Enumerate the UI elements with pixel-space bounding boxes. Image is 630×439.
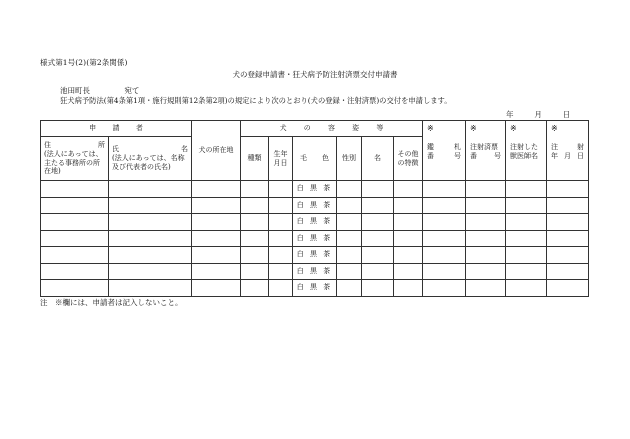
- date-line: [506, 109, 570, 120]
- inj-char-2: 射: [577, 143, 584, 151]
- cell-location[interactable]: [192, 214, 241, 231]
- cell-vet[interactable]: [506, 230, 547, 247]
- applicant-header: [41, 121, 192, 137]
- name-note: (法人にあっては、名称及び代表者の氏名): [112, 154, 185, 171]
- cell-coat[interactable]: 白 黒 茶: [293, 263, 337, 280]
- cell-birth[interactable]: [269, 247, 293, 264]
- table-row: [41, 247, 589, 264]
- cell-features[interactable]: [394, 197, 423, 214]
- cell-name[interactable]: [109, 280, 192, 297]
- table-row: [41, 197, 589, 214]
- cell-tag[interactable]: [423, 280, 466, 297]
- cell-coat[interactable]: 白 黒 茶: [293, 181, 337, 198]
- cert-char-2: 号: [494, 151, 501, 160]
- applicant-char-2: 請: [112, 124, 120, 133]
- address-char-2: 所: [98, 141, 105, 149]
- cell-breed[interactable]: [241, 214, 269, 231]
- cell-tag[interactable]: [423, 247, 466, 264]
- date-day: 日: [562, 110, 571, 119]
- cell-dog-name[interactable]: [362, 263, 394, 280]
- cell-breed[interactable]: [241, 181, 269, 198]
- cell-features[interactable]: [394, 280, 423, 297]
- cell-address[interactable]: [41, 181, 109, 198]
- other-features-header: その他の特徴: [394, 137, 423, 181]
- address-char-1: 住: [44, 141, 51, 149]
- cell-name[interactable]: [109, 263, 192, 280]
- cell-address[interactable]: [41, 197, 109, 214]
- coat-char-2: 色: [322, 154, 329, 163]
- tag-char-4: 号: [454, 151, 461, 160]
- certificate-number-header: [466, 121, 506, 181]
- cell-dog-name[interactable]: [362, 280, 394, 297]
- footnote: 注 ※欄には、申請者は記入しないこと。: [40, 298, 183, 307]
- cell-injection-date[interactable]: [547, 181, 589, 198]
- document-title: 犬の登録申請書・狂犬病予防注射済票交付申請書: [232, 70, 398, 79]
- tag-number-header: [423, 121, 466, 181]
- cell-sex[interactable]: [337, 197, 362, 214]
- cell-dog-name[interactable]: [362, 197, 394, 214]
- cell-injection-date[interactable]: [547, 230, 589, 247]
- cell-tag[interactable]: [423, 197, 466, 214]
- attr-char-3: 容: [327, 124, 335, 133]
- cell-location[interactable]: [192, 197, 241, 214]
- coat-char-1: 毛: [300, 154, 307, 163]
- date-note-mark: ※: [551, 124, 558, 133]
- cell-birth[interactable]: [269, 263, 293, 280]
- vet-label: 注射した獣医師名: [510, 143, 538, 160]
- cell-tag[interactable]: [423, 263, 466, 280]
- cell-birth[interactable]: [269, 181, 293, 198]
- cell-injection-date[interactable]: [547, 280, 589, 297]
- sex-header: 性別: [337, 137, 362, 181]
- cell-breed[interactable]: [241, 197, 269, 214]
- data-rows: [41, 181, 589, 297]
- table-row: [41, 263, 589, 280]
- address-note: (法人にあっては、主たる事務所の所在地): [44, 149, 103, 176]
- cell-features[interactable]: [394, 263, 423, 280]
- cell-vet[interactable]: [506, 181, 547, 198]
- table-row: [41, 181, 589, 198]
- cell-breed[interactable]: [241, 280, 269, 297]
- cell-sex[interactable]: [337, 230, 362, 247]
- cell-location[interactable]: [192, 280, 241, 297]
- cell-certificate[interactable]: [466, 247, 506, 264]
- cell-features[interactable]: [394, 214, 423, 231]
- cell-features[interactable]: [394, 247, 423, 264]
- table-row: [41, 230, 589, 247]
- cell-injection-date[interactable]: [547, 247, 589, 264]
- cell-address[interactable]: [41, 214, 109, 231]
- cell-name[interactable]: [109, 214, 192, 231]
- cell-coat[interactable]: 白 黒 茶: [293, 214, 337, 231]
- attr-char-2: の: [303, 124, 311, 133]
- cell-name[interactable]: [109, 230, 192, 247]
- cell-location[interactable]: [192, 181, 241, 198]
- cell-dog-name[interactable]: [362, 181, 394, 198]
- application-table: [40, 120, 589, 297]
- cell-breed[interactable]: [241, 230, 269, 247]
- addressee: [60, 85, 139, 96]
- cell-injection-date[interactable]: [547, 197, 589, 214]
- cell-certificate[interactable]: [466, 263, 506, 280]
- cell-certificate[interactable]: [466, 197, 506, 214]
- cell-tag[interactable]: [423, 230, 466, 247]
- cell-address[interactable]: [41, 230, 109, 247]
- cell-coat[interactable]: 白 黒 茶: [293, 280, 337, 297]
- dog-attributes-header: [241, 121, 423, 137]
- cell-dog-name[interactable]: [362, 214, 394, 231]
- cert-note-mark: ※: [470, 124, 477, 133]
- cell-breed[interactable]: [241, 263, 269, 280]
- table-row: [41, 214, 589, 231]
- cert-char-1: 番: [470, 151, 477, 160]
- header-row-1: [41, 121, 589, 137]
- date-year: 年: [506, 110, 514, 119]
- dog-name-header: 名: [362, 137, 394, 181]
- attr-char-5: 等: [376, 124, 384, 133]
- cell-location[interactable]: [192, 230, 241, 247]
- vet-name-header: [506, 121, 547, 181]
- applicant-char-1: 申: [89, 124, 97, 133]
- cell-coat[interactable]: 白 黒 茶: [293, 247, 337, 264]
- tag-char-1: 鑑: [427, 143, 434, 151]
- cell-certificate[interactable]: [466, 181, 506, 198]
- cell-certificate[interactable]: [466, 214, 506, 231]
- tag-char-2: 札: [454, 143, 461, 151]
- inj-char-3: 年: [551, 151, 558, 160]
- cell-certificate[interactable]: [466, 280, 506, 297]
- table-row: [41, 280, 589, 297]
- inj-char-5: 日: [577, 151, 584, 160]
- cell-name[interactable]: [109, 181, 192, 198]
- dog-location-header: 犬の所在地: [192, 121, 241, 181]
- cell-coat[interactable]: 白 黒 茶: [293, 230, 337, 247]
- tag-note-mark: ※: [427, 124, 434, 133]
- cell-sex[interactable]: [337, 247, 362, 264]
- attr-char-4: 姿: [352, 124, 360, 133]
- name-header: [109, 137, 192, 181]
- injection-date-header: [547, 121, 589, 181]
- cell-address[interactable]: [41, 263, 109, 280]
- address-header: [41, 137, 109, 181]
- cell-birth[interactable]: [269, 280, 293, 297]
- cell-sex[interactable]: [337, 214, 362, 231]
- inj-char-4: 月: [564, 151, 571, 160]
- cell-tag[interactable]: [423, 214, 466, 231]
- form-number: 様式第1号(2)(第2条関係): [40, 58, 128, 67]
- cell-address[interactable]: [41, 280, 109, 297]
- name-char-1: 氏: [112, 145, 119, 154]
- cell-location[interactable]: [192, 263, 241, 280]
- cell-features[interactable]: [394, 181, 423, 198]
- name-char-2: 名: [181, 145, 188, 154]
- cell-sex[interactable]: [337, 181, 362, 198]
- addressee-honorific: 宛て: [124, 86, 140, 95]
- applicant-char-3: 者: [135, 124, 143, 133]
- cell-injection-date[interactable]: [547, 214, 589, 231]
- birth-header: 生年月日: [269, 137, 293, 181]
- cell-certificate[interactable]: [466, 230, 506, 247]
- cell-dog-name[interactable]: [362, 230, 394, 247]
- cell-name[interactable]: [109, 197, 192, 214]
- cell-coat[interactable]: 白 黒 茶: [293, 197, 337, 214]
- cell-sex[interactable]: [337, 263, 362, 280]
- cell-tag[interactable]: [423, 181, 466, 198]
- cell-sex[interactable]: [337, 280, 362, 297]
- cell-birth[interactable]: [269, 214, 293, 231]
- breed-header: 種類: [241, 137, 269, 181]
- date-month: 月: [534, 110, 542, 119]
- inj-char-1: 注: [551, 143, 558, 151]
- cell-vet[interactable]: [506, 280, 547, 297]
- cell-vet[interactable]: [506, 263, 547, 280]
- addressee-mayor: 池田町長: [60, 86, 90, 95]
- cell-name[interactable]: [109, 247, 192, 264]
- cell-birth[interactable]: [269, 230, 293, 247]
- cell-birth[interactable]: [269, 197, 293, 214]
- cell-breed[interactable]: [241, 247, 269, 264]
- cell-vet[interactable]: [506, 197, 547, 214]
- coat-header: [293, 137, 337, 181]
- cell-vet[interactable]: [506, 247, 547, 264]
- cell-dog-name[interactable]: [362, 247, 394, 264]
- cell-injection-date[interactable]: [547, 263, 589, 280]
- cell-vet[interactable]: [506, 214, 547, 231]
- attr-char-1: 犬: [279, 124, 287, 133]
- tag-char-3: 番: [427, 151, 434, 160]
- cert-label: 注射済票: [470, 143, 498, 151]
- cell-location[interactable]: [192, 247, 241, 264]
- cell-features[interactable]: [394, 230, 423, 247]
- cell-address[interactable]: [41, 247, 109, 264]
- application-statement: 狂犬病予防法(第4条第1項・施行規則第12条第2項)の規定により次のとおり(犬の登録・注射済票)の交付を申請します。: [60, 96, 452, 105]
- vet-note-mark: ※: [510, 124, 517, 133]
